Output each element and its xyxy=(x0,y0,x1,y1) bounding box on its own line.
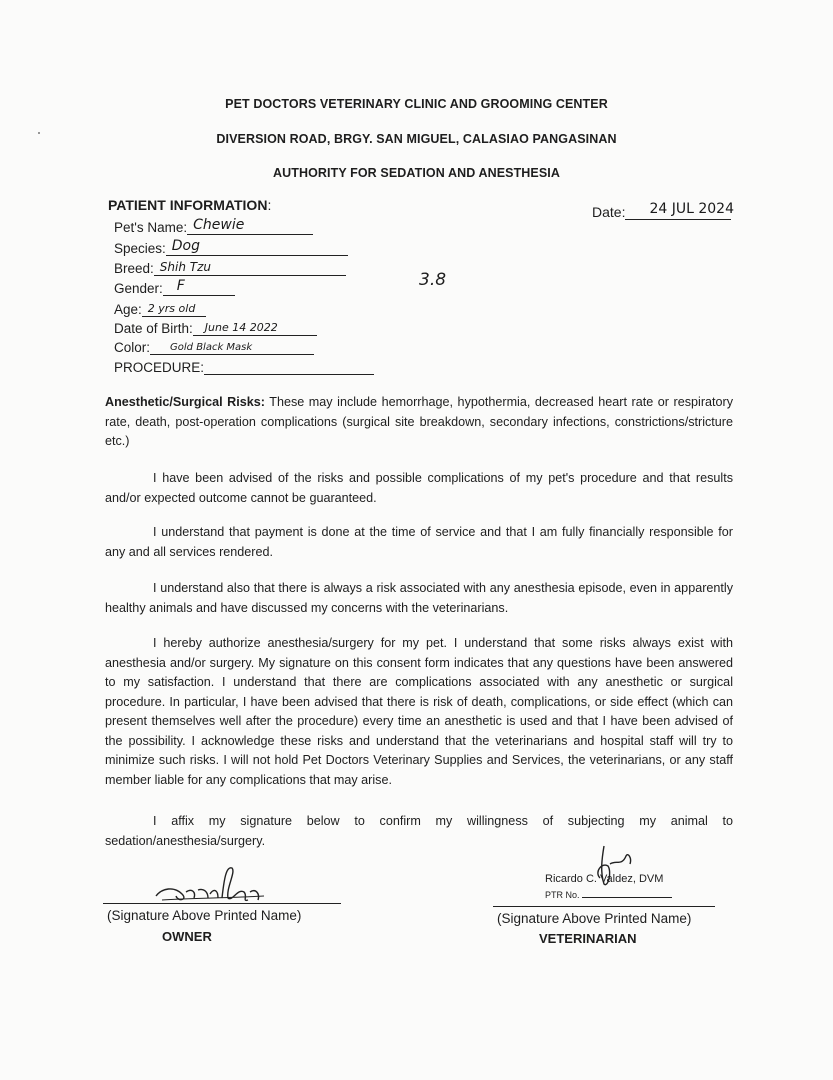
paragraph-payment: I understand that payment is done at the time of service and that I am fully financially responsible for any and all services rendered. xyxy=(105,525,733,559)
vet-signature-line xyxy=(493,906,715,907)
clinic-address: DIVERSION ROAD, BRGY. SAN MIGUEL, CALASIAO PANGASINAN xyxy=(216,132,617,146)
field-pet-name: Pet's Name: Chewie xyxy=(114,218,313,236)
vet-signature-caption: (Signature Above Printed Name) xyxy=(497,911,692,926)
field-procedure: PROCEDURE: xyxy=(114,358,374,376)
owner-signature-caption: (Signature Above Printed Name) xyxy=(107,908,302,923)
field-color: Color: Gold Black Mask xyxy=(114,338,314,356)
vet-role-label: VETERINARIAN xyxy=(539,931,637,946)
dob-value: June 14 2022 xyxy=(204,321,278,334)
color-value: Gold Black Mask xyxy=(170,342,253,353)
paragraph-advised: I have been advised of the risks and possible complications of my pet's procedure and that results and/or expected outcome cannot be guaranteed. xyxy=(105,471,733,505)
paragraph-affix-signature: I affix my signature below to confirm my willingness of subjecting my animal to sedation/anesthesia/surgery. xyxy=(105,814,733,848)
date-value: 24 JUL 2024 xyxy=(649,201,734,217)
field-gender: Gender: F xyxy=(114,279,235,297)
date-field xyxy=(592,201,734,220)
vet-ptr-number: PTR No. xyxy=(545,889,672,900)
species-value: Dog xyxy=(171,238,201,254)
paragraph-risk-anesthesia: I understand also that there is always a risk associated with any anesthesia episode, even in apparently healthy animals and have discussed my concerns with the veterinarians. xyxy=(105,581,733,615)
field-date-of-birth: Date of Birth: June 14 2022 xyxy=(114,319,317,337)
risks-paragraph: Anesthetic/Surgical Risks: These may include hemorrhage, hypothermia, decreased heart rate or respiratory rate, death, post-operation complications (surgical site breakdown, secondary infections, constrictions/stricture etc.) xyxy=(105,395,734,448)
breed-value: Shih Tzu xyxy=(159,260,211,274)
clinic-name: PET DOCTORS VETERINARY CLINIC AND GROOMING CENTER xyxy=(225,97,608,111)
gender-value: F xyxy=(176,278,185,294)
date-label: Date: xyxy=(592,204,626,220)
pet-name-value: Chewie xyxy=(193,217,245,233)
field-breed: Breed: Shih Tzu xyxy=(114,259,346,277)
field-species: Species: Dog xyxy=(114,239,348,257)
patient-info-heading: PATIENT INFORMATION: xyxy=(108,197,272,213)
vet-printed-name: Ricardo C. Valdez, DVM xyxy=(545,873,664,885)
owner-role-label: OWNER xyxy=(162,929,212,944)
age-value: 2 yrs old xyxy=(147,302,196,315)
owner-signature-line xyxy=(103,903,341,904)
weight-note: 3.8 xyxy=(419,270,447,290)
paragraph-authorization: I hereby authorize anesthesia/surgery for my pet. I understand that some risks always exist with anesthesia and/or surgery. My signature on this consent form indicates that any questions have been answered to my satisfaction. I understand that there are complications associated with any anesthetic or surgical procedure. In particular, I have been advised that there is risk of death, complications, or side effect (which can present themselves well after the procedure) every time an anesthetic is used and that I have been advised of the possibility. I acknowledge these risks and understand that the veterinarians and hospital staff will try to minimize such risks. I will not hold Pet Doctors Veterinary Supplies and Services, the veterinarians, or any staff member liable for any complications that may arise. xyxy=(105,636,733,787)
field-age: Age: 2 yrs old xyxy=(114,300,206,318)
form-title: AUTHORITY FOR SEDATION AND ANESTHESIA xyxy=(272,166,561,180)
